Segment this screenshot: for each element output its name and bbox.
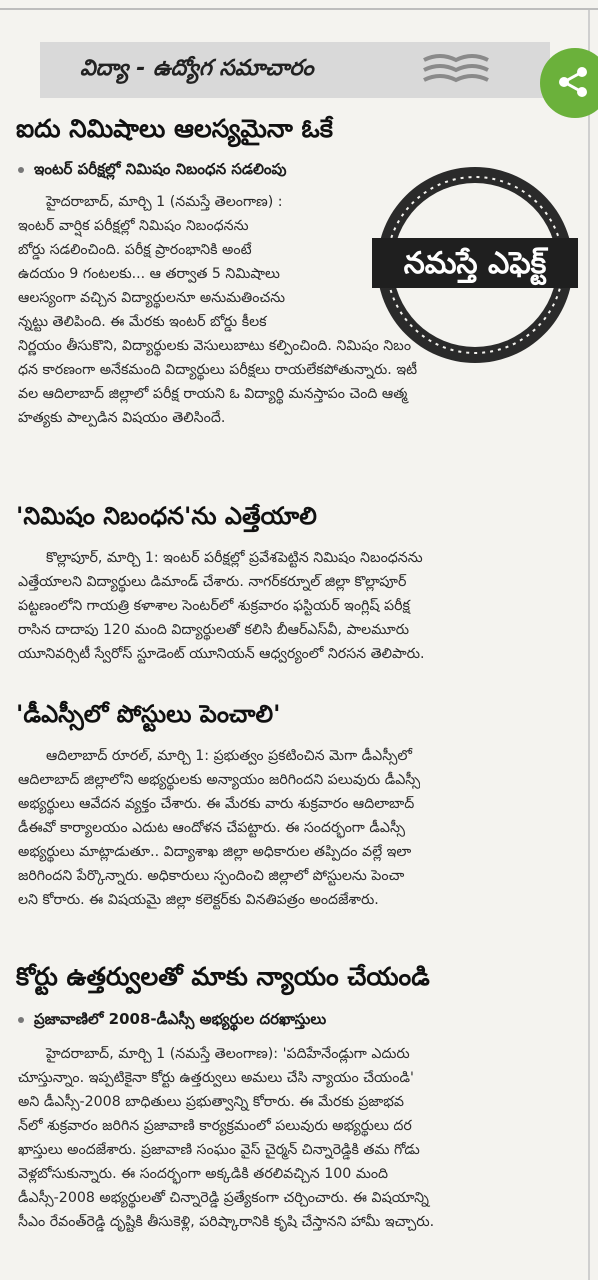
- article-3-line: అభ్యర్థులు మాట్లాడుతూ.. విద్యాశాఖ జిల్లా అధికారుల తప్పిదం వల్లే ఇలా: [18, 844, 412, 860]
- section-title: విద్యా - ఉద్యోగ సమాచారం: [80, 56, 314, 81]
- article-1-line: న్నట్టు తెలిపింది. ఈ మేరకు ఇంటర్ బోర్డు కీలక: [18, 314, 267, 330]
- article-2-line: యూనివర్సిటీ స్వేరోస్ స్టూడెంట్ యూనియన్ ఆధ్వర్యంలో నిరసన తెలిపారు.: [18, 646, 425, 662]
- top-divider: [0, 8, 598, 10]
- article-4-line: వెళ్లబోసుకున్నారు. ఈ సందర్భంగా అక్కడికి తరలివచ్చిన 100 మంది: [18, 1166, 389, 1182]
- article-4-line: సీఎం రేవంత్‌రెడ్డి దృష్టికి తీసుకెళ్లి, పరిష్కారానికి కృషి చేస్తానని హామీ ఇచ్చారు.: [18, 1214, 435, 1230]
- article-1-line: హత్యకు పాల్పడిన విషయం తెలిసిందే.: [18, 410, 226, 426]
- article-3-line: జరిగిందని పేర్కొన్నారు. అధికారులు స్పందించి జిల్లాలో పోస్టులను పెంచా: [18, 868, 405, 884]
- article-4-body: [18, 1042, 434, 1234]
- article-2-line: కొల్లాపూర్, మార్చి 1: ఇంటర్ పరీక్షల్లో ప్రవేశపెట్టిన నిమిషం నిబంధనను: [46, 550, 423, 566]
- share-icon: [556, 64, 592, 100]
- article-4-line: డీఎస్సీ-2008 అభ్యర్థులతో చిన్నారెడ్డి ప్రత్యేకంగా చర్చించారు. ఈ విషయాన్ని: [18, 1190, 429, 1206]
- stamp-text: నమస్తే ఎఫెక్ట్: [403, 246, 547, 281]
- article-1-line: హైదరాబాద్, మార్చి 1 (నమస్తే తెలంగాణ) :: [46, 194, 283, 210]
- article-1-headline: ఐదు నిమిషాలు ఆలస్యమైనా ఓకే: [16, 114, 333, 143]
- article-4-line: చూస్తున్నాం. ఇప్పటికైనా కోర్టు ఉత్తర్వులు అమలు చేసి న్యాయం చేయండి': [18, 1070, 414, 1086]
- article-3-line: ఆదిలాబాద్ జిల్లాలోని అభ్యర్థులకు అన్యాయం జరిగిందని పలువురు డీఎస్సీ: [18, 772, 421, 788]
- article-3-line: ఆదిలాబాద్ రూరల్, మార్చి 1: ప్రభుత్వం ప్రకటించిన మెగా డీఎస్సీలో: [46, 748, 412, 764]
- article-1-line: ఇంటర్ వార్షిక పరీక్షల్లో నిమిషం నిబంధనను: [18, 218, 249, 234]
- article-2-body: [18, 546, 425, 666]
- article-1-line: ఆలస్యంగా వచ్చిన విద్యార్థులనూ అనుమతించను: [18, 290, 286, 306]
- section-header: [40, 42, 550, 98]
- book-icon: [420, 48, 492, 92]
- article-1-line: ఉదయం 9 గంటలకు... ఆ తర్వాత 5 నిమిషాలు: [18, 266, 280, 282]
- article-3-line: లని కోరారు. ఈ విషయమై జిల్లా కలెక్టర్‌కు వినతిపత్రం అందజేశారు.: [18, 892, 379, 908]
- article-1-line: ధన కారణంగా అనేకమంది విద్యార్థులు పరీక్షలు రాయలేకపోతున్నారు. ఇటీ: [18, 362, 418, 378]
- article-4-subhead: [18, 1010, 326, 1032]
- article-1-subhead-text: ఇంటర్ పరీక్షల్లో నిమిషం నిబంధన సడలింపు: [34, 160, 287, 178]
- article-4-line: న్‌లో శుక్రవారం జరిగిన ప్రజావాణి కార్యక్రమంలో పలువురు అభ్యర్థులు దర: [18, 1118, 412, 1134]
- article-3-body: [18, 744, 420, 912]
- article-3-line: అభ్యర్థులు ఆవేదన వ్యక్తం చేశారు. ఈ మేరకు వారు శుక్రవారం ఆదిలాబాద్: [18, 796, 415, 812]
- article-4-subhead-text: ప్రజావాణిలో 2008-డీఎస్సీ అభ్యర్థుల దరఖాస్తులు: [34, 1010, 327, 1028]
- article-1-line: బోర్డు సడలించింది. పరీక్ష ప్రారంభానికి అంటే: [18, 242, 252, 258]
- column-rule: [588, 10, 590, 1280]
- article-2-line: ఎత్తేయాలని విద్యార్థులు డిమాండ్ చేశారు. నాగర్‌కర్నూల్ జిల్లా కొల్లాపూర్: [18, 574, 407, 590]
- article-1-body: [18, 190, 417, 430]
- article-4-line: ఖాస్తులు అందజేశారు. ప్రజావాణి సంఘం వైస్ చైర్మన్ చిన్నారెడ్డికి తమ గోడు: [18, 1142, 420, 1158]
- article-4-headline: కోర్టు ఉత్తర్వులతో మాకు న్యాయం చేయండి: [16, 962, 430, 991]
- article-4-line: అని డీఎస్సీ-2008 బాధితులు ప్రభుత్వాన్ని కోరారు. ఈ మేరకు ప్రజాభవ: [18, 1094, 404, 1110]
- article-1-line: నిర్ణయం తీసుకొని, విద్యార్థులకు వెసులుబాటు కల్పించింది. నిమిషం నిబం: [18, 338, 412, 354]
- article-4-line: హైదరాబాద్, మార్చి 1 (నమస్తే తెలంగాణ): 'పదిహేనేండ్లుగా ఎదురు: [46, 1046, 410, 1062]
- article-3-line: డీఈవో కార్యాలయం ఎదుట ఆందోళన చేపట్టారు. ఈ సందర్భంగా డీఎస్సీ: [18, 820, 406, 836]
- article-2-line: రాసిన దాదాపు 120 మంది విద్యార్థులతో కలిసి బీఆర్‌ఎస్‌వీ, పాలమూరు: [18, 622, 410, 638]
- article-1-line: వల ఆదిలాబాద్ జిల్లాలో పరీక్ష రాయని ఓ విద్యార్థి మనస్తాపం చెంది ఆత్మ: [18, 386, 408, 402]
- bullet-icon: [18, 167, 24, 173]
- article-2-line: పట్టణంలోని గాయత్రి కళాశాల సెంటర్‌లో శుక్రవారం ఫస్టియర్ ఇంగ్లిష్ పరీక్ష: [18, 598, 410, 614]
- article-3-headline: 'డీఎస్సీలో పోస్టులు పెంచాలి': [16, 700, 281, 728]
- share-button[interactable]: [540, 48, 598, 118]
- article-1-subhead: [18, 160, 286, 182]
- article-2-headline: 'నిమిషం నిబంధన'ను ఎత్తేయాలి: [16, 502, 317, 530]
- bullet-icon: [18, 1017, 24, 1023]
